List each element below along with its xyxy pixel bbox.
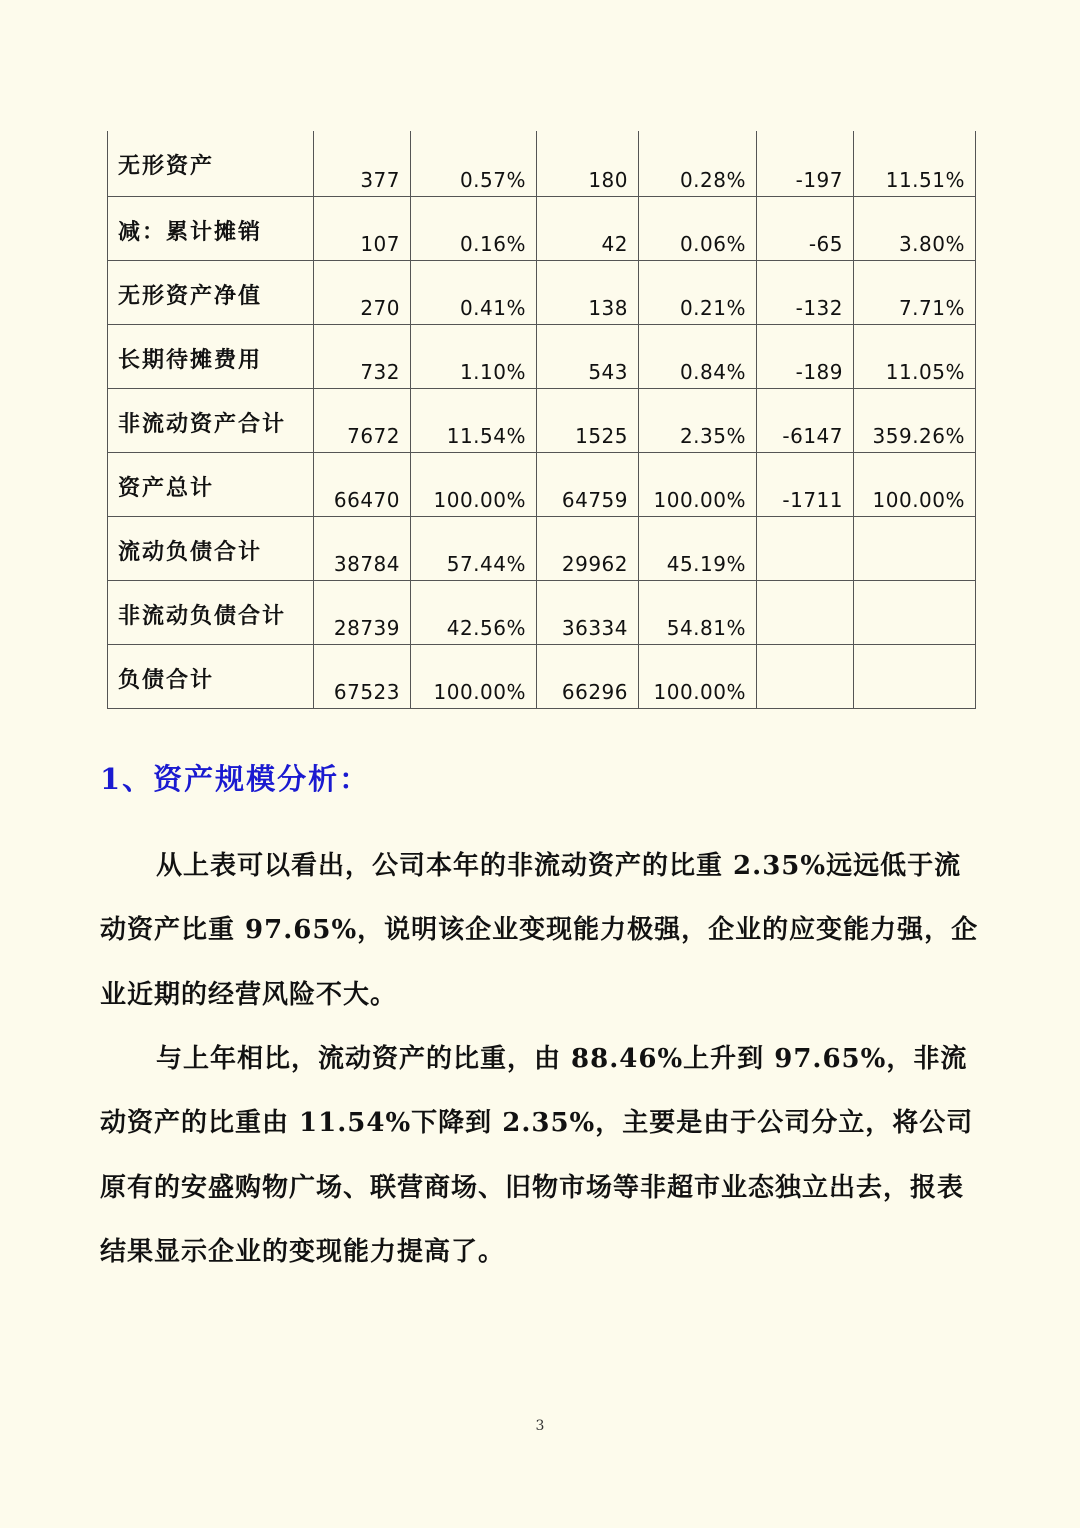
- cell-change-percent: 3.80%: [854, 196, 976, 260]
- cell-change-percent: 100.00%: [854, 452, 976, 516]
- cell-percent-1: 57.44%: [411, 516, 537, 580]
- cell-percent-1: 0.41%: [411, 260, 537, 324]
- row-label: 非流动资产合计: [108, 388, 314, 452]
- table-row: [108, 580, 976, 644]
- cell-value-2: 29962: [537, 516, 639, 580]
- financial-table: [107, 131, 976, 709]
- cell-value-1: 7672: [314, 388, 411, 452]
- row-label: 非流动负债合计: [108, 580, 314, 644]
- cell-change: -1711: [757, 452, 854, 516]
- cell-percent-1: 11.54%: [411, 388, 537, 452]
- cell-value-2: 42: [537, 196, 639, 260]
- table-row: [108, 388, 976, 452]
- cell-percent-2: 0.28%: [639, 131, 757, 196]
- cell-change-percent: [854, 580, 976, 644]
- table-row: [108, 452, 976, 516]
- cell-value-2: 180: [537, 131, 639, 196]
- cell-value-2: 138: [537, 260, 639, 324]
- cell-change: [757, 580, 854, 644]
- cell-percent-2: 2.35%: [639, 388, 757, 452]
- cell-percent-2: 0.06%: [639, 196, 757, 260]
- cell-change-percent: 359.26%: [854, 388, 976, 452]
- cell-value-1: 38784: [314, 516, 411, 580]
- cell-value-2: 36334: [537, 580, 639, 644]
- paragraph-2: 与上年相比，流动资产的比重，由 88.46%上升到 97.65%，非流动资产的比重由 11.54%下降到 2.35%，主要是由于公司分立，将公司原有的安盛购物广场、联营商场、旧物市场等非超市业态独立出去，报表结果显示企业的变现能力提高了。: [100, 1044, 974, 1267]
- cell-percent-2: 45.19%: [639, 516, 757, 580]
- cell-value-1: 67523: [314, 644, 411, 708]
- cell-change: [757, 644, 854, 708]
- table-row: [108, 516, 976, 580]
- section-heading: 1、资产规模分析：: [100, 762, 371, 796]
- cell-value-2: 543: [537, 324, 639, 388]
- cell-value-2: 66296: [537, 644, 639, 708]
- cell-value-1: 28739: [314, 580, 411, 644]
- row-label: 无形资产: [108, 131, 314, 196]
- row-label: 流动负债合计: [108, 516, 314, 580]
- cell-change-percent: 11.05%: [854, 324, 976, 388]
- table-row: [108, 260, 976, 324]
- cell-value-1: 107: [314, 196, 411, 260]
- cell-percent-2: 0.84%: [639, 324, 757, 388]
- table-row: [108, 196, 976, 260]
- cell-change: -132: [757, 260, 854, 324]
- cell-percent-1: 0.57%: [411, 131, 537, 196]
- cell-change: -189: [757, 324, 854, 388]
- cell-change-percent: [854, 644, 976, 708]
- cell-value-1: 377: [314, 131, 411, 196]
- cell-change: -197: [757, 131, 854, 196]
- cell-percent-1: 0.16%: [411, 196, 537, 260]
- row-label: 资产总计: [108, 452, 314, 516]
- cell-change: -65: [757, 196, 854, 260]
- cell-change: -6147: [757, 388, 854, 452]
- cell-change-percent: [854, 516, 976, 580]
- page-number: 3: [535, 1418, 545, 1434]
- cell-value-1: 66470: [314, 452, 411, 516]
- row-label: 无形资产净值: [108, 260, 314, 324]
- cell-percent-1: 42.56%: [411, 580, 537, 644]
- row-label: 负债合计: [108, 644, 314, 708]
- cell-percent-1: 100.00%: [411, 644, 537, 708]
- cell-percent-2: 54.81%: [639, 580, 757, 644]
- cell-percent-2: 100.00%: [639, 452, 757, 516]
- table-row: [108, 131, 976, 196]
- cell-change-percent: 7.71%: [854, 260, 976, 324]
- cell-change-percent: 11.51%: [854, 131, 976, 196]
- table-row: [108, 644, 976, 708]
- row-label: 长期待摊费用: [108, 324, 314, 388]
- paragraph-1: 从上表可以看出，公司本年的非流动资产的比重 2.35%远远低于流动资产比重 97.65%，说明该企业变现能力极强，企业的应变能力强，企业近期的经营风险不大。: [100, 851, 979, 1010]
- table-row: [108, 324, 976, 388]
- cell-value-1: 270: [314, 260, 411, 324]
- row-label: 减：累计摊销: [108, 196, 314, 260]
- cell-value-2: 64759: [537, 452, 639, 516]
- cell-percent-1: 100.00%: [411, 452, 537, 516]
- cell-value-2: 1525: [537, 388, 639, 452]
- cell-value-1: 732: [314, 324, 411, 388]
- cell-percent-2: 100.00%: [639, 644, 757, 708]
- cell-percent-2: 0.21%: [639, 260, 757, 324]
- cell-change: [757, 516, 854, 580]
- cell-percent-1: 1.10%: [411, 324, 537, 388]
